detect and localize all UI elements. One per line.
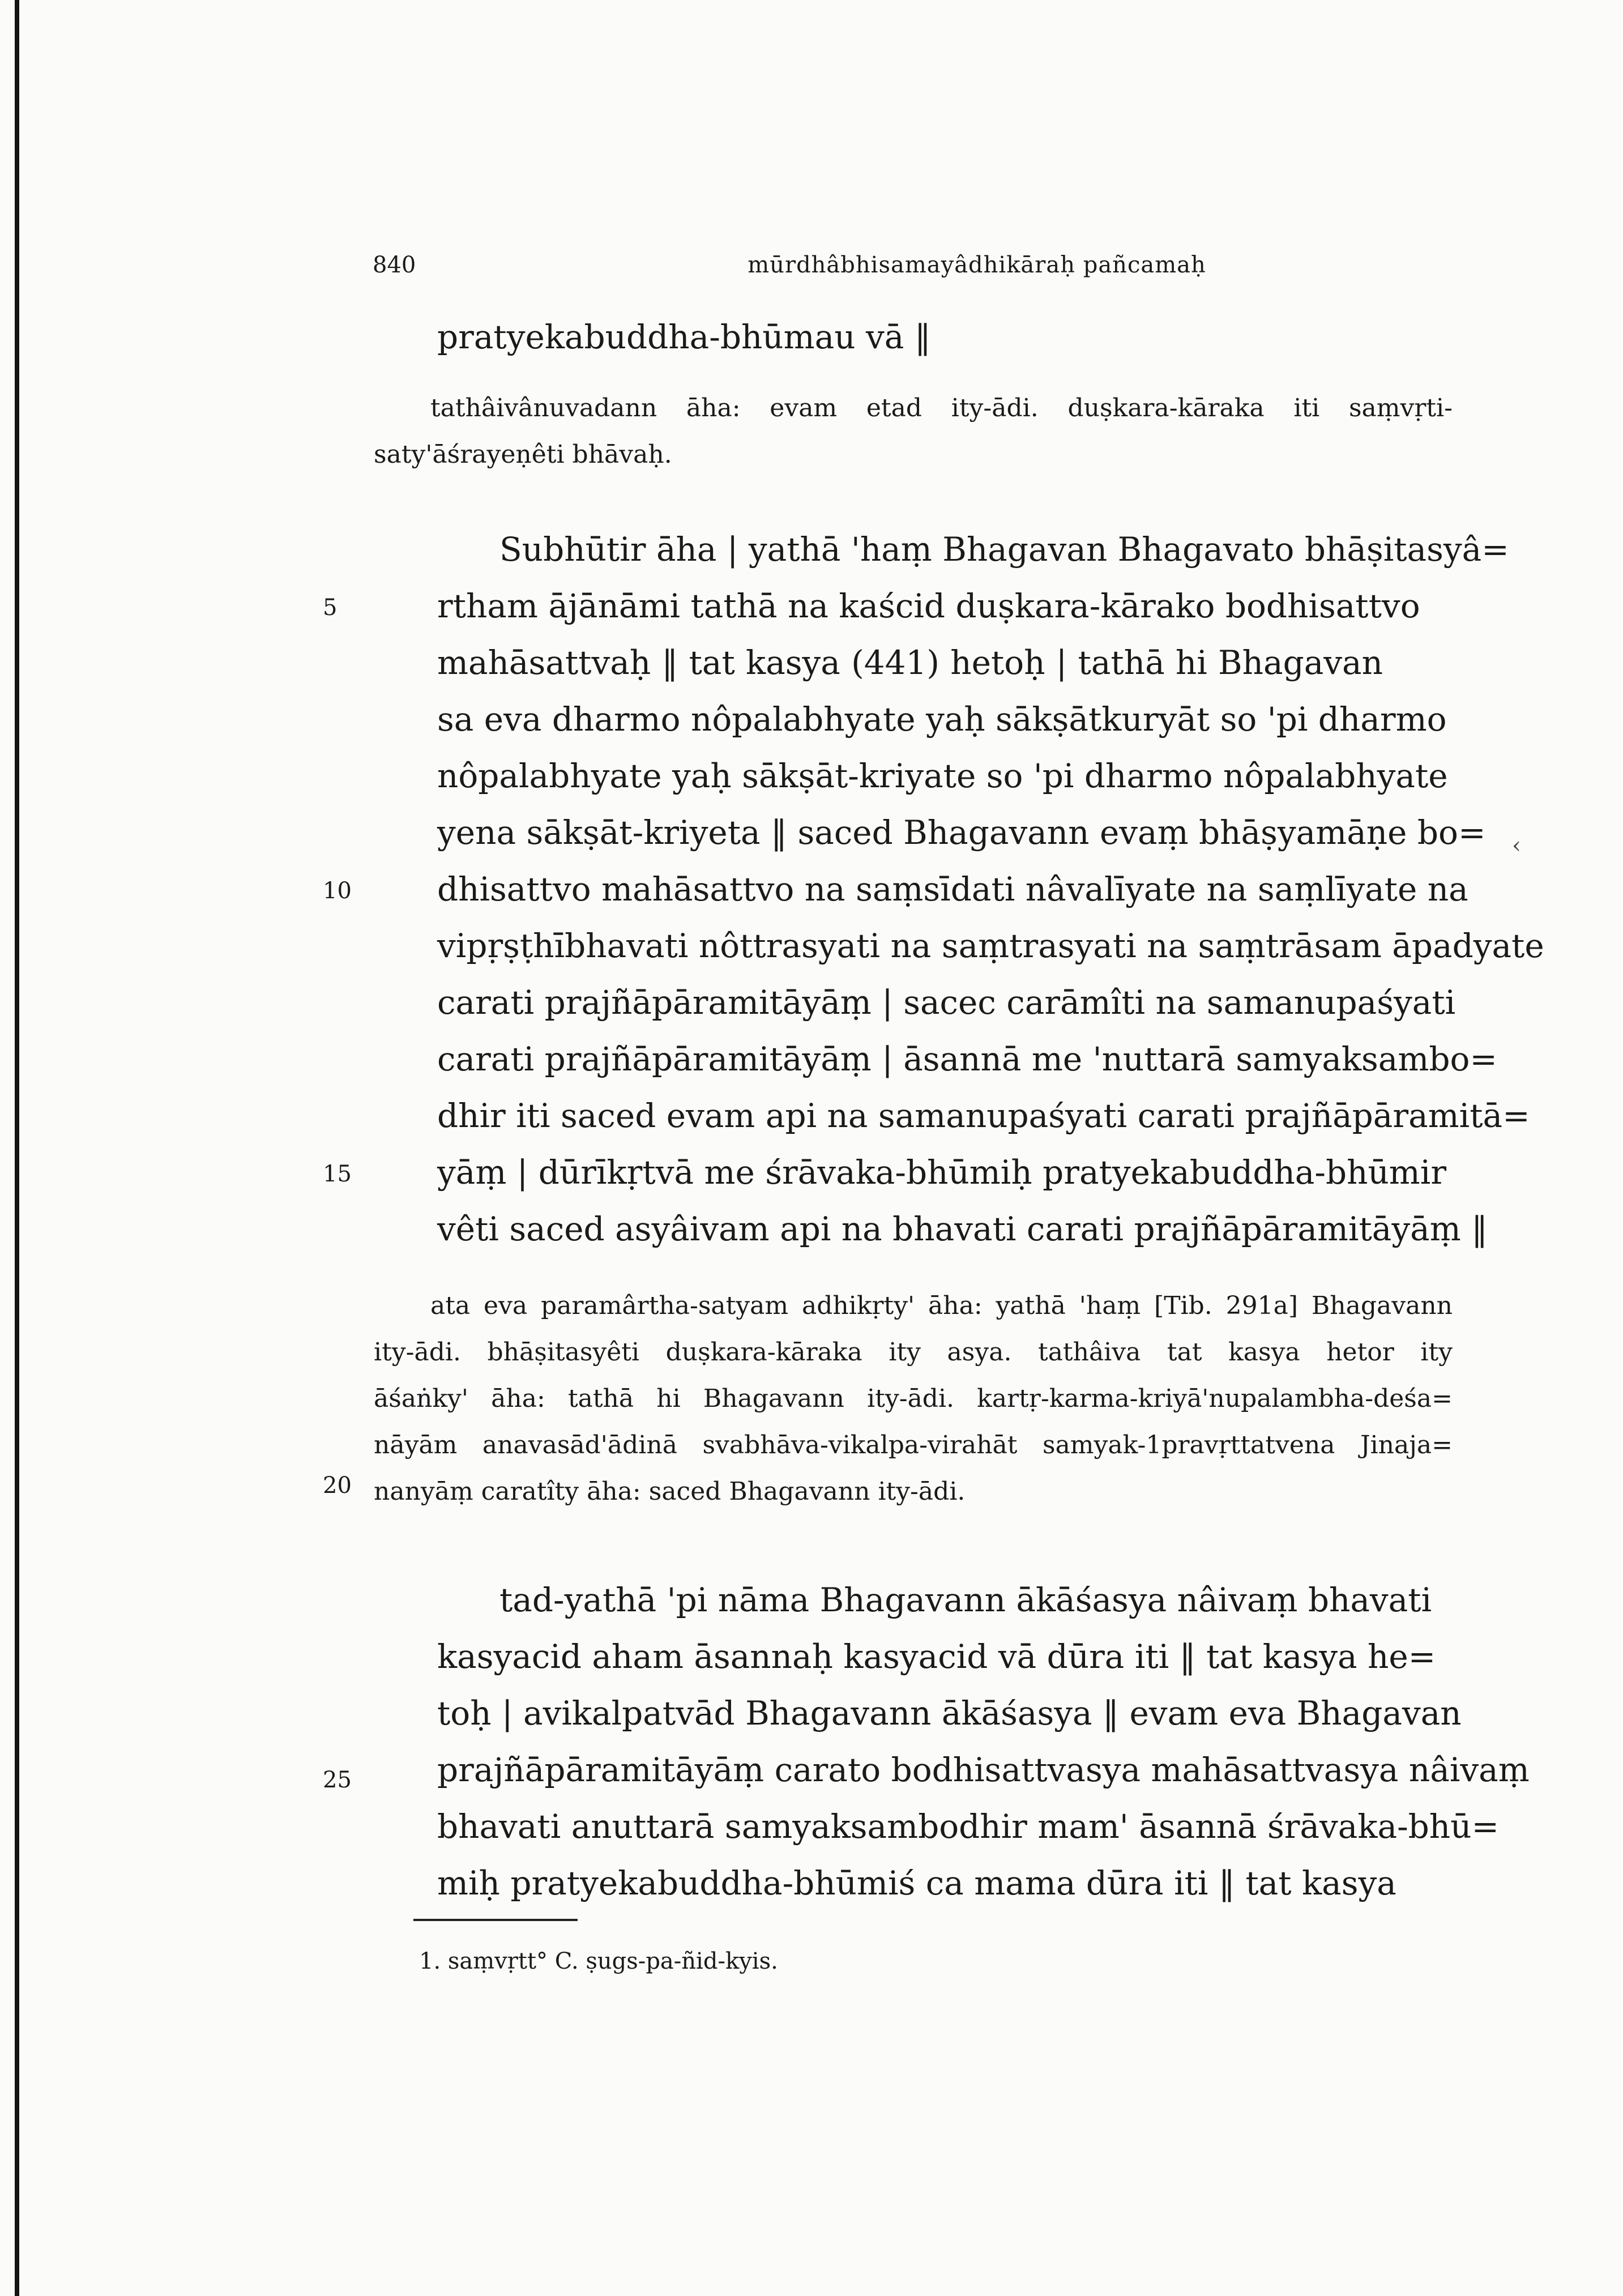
text-line: yena sākṣāt-kriyeta ‖ saced Bhagavann evaṃ bhāṣyamāṇe bo= — [437, 813, 1486, 852]
text-line: dhir iti saced evam api na samanupaśyati carati prajñāpāramitā= — [437, 1096, 1530, 1135]
line-number: 15 — [323, 1161, 352, 1187]
commentary-line: ata eva paramârtha-satyam adhikṛty' āha: yathā 'haṃ [Tib. 291a] Bhagavann — [430, 1291, 1453, 1320]
text-line: vêti saced asyâivam api na bhavati carati prajñāpāramitāyāṃ ‖ — [437, 1210, 1488, 1248]
text-line: prajñāpāramitāyāṃ carato bodhisattvasya mahāsattvasya nâivaṃ — [437, 1751, 1530, 1789]
text-line: yāṃ | dūrīkṛtvā me śrāvaka-bhūmiḥ pratyekabuddha-bhūmir — [437, 1153, 1447, 1192]
text-line: toḥ | avikalpatvād Bhagavann ākāśasya ‖ evam eva Bhagavan — [437, 1694, 1462, 1732]
text-line: rtham ājānāmi tathā na kaścid duṣkara-kārako bodhisattvo — [437, 587, 1420, 625]
text-line: carati prajñāpāramitāyāṃ | sacec carāmîti na samanupaśyati — [437, 983, 1456, 1022]
scan-edge — [15, 0, 19, 2296]
footnote: 1. saṃvṛtt° C. ṣugs-pa-ñid-kyis. — [419, 1948, 778, 1974]
commentary-line: tathâivânuvadann āha: evam etad ity-ādi. duṣkara-kāraka iti saṃvṛti- — [430, 394, 1453, 423]
text-line: bhavati anuttarā samyaksambodhir mam' āsannā śrāvaka-bhū= — [437, 1807, 1500, 1846]
top-line-block — [437, 309, 1383, 365]
line-number: 10 — [323, 878, 352, 904]
text-line: carati prajñāpāramitāyāṃ | āsannā me 'nuttarā samyaksambo= — [437, 1040, 1498, 1078]
text-line: Subhūtir āha | yathā 'haṃ Bhagavan Bhagavato bhāṣitasyâ= — [499, 530, 1509, 569]
commentary-line: saty'āśrayeṇêti bhāvaḥ. — [374, 440, 672, 469]
text-line: tad-yathā 'pi nāma Bhagavann ākāśasya nâivaṃ bhavati — [499, 1581, 1432, 1619]
page-number: 840 — [373, 252, 416, 278]
main-text-block-1 — [437, 521, 1544, 1257]
line-number: 5 — [323, 595, 338, 621]
text-line: vipṛṣṭhībhavati nôttrasyati na saṃtrasyati na saṃtrāsam āpadyate — [437, 927, 1544, 965]
text-line: nôpalabhyate yaḥ sākṣāt-kriyate so 'pi dharmo nôpalabhyate — [437, 757, 1448, 795]
main-text-block-2 — [437, 1572, 1530, 1911]
commentary-block-1 — [374, 385, 1453, 478]
text-line: sa eva dharmo nôpalabhyate yaḥ sākṣātkuryāt so 'pi dharmo — [437, 700, 1447, 739]
footnote-rule — [413, 1919, 578, 1921]
text-line: miḥ pratyekabuddha-bhūmiś ca mama dūra iti ‖ tat kasya — [437, 1864, 1396, 1902]
commentary-line: ity-ādi. bhāṣitasyêti duṣkara-kāraka ity asya. tathâiva tat kasya hetor ity — [374, 1338, 1453, 1367]
line-number: 20 — [323, 1473, 352, 1499]
commentary-block-2 — [374, 1283, 1453, 1515]
top-line: pratyekabuddha-bhūmau vā ‖ — [437, 318, 931, 356]
line-number: 25 — [323, 1767, 352, 1793]
margin-mark: ‹ — [1512, 833, 1521, 859]
commentary-line: nanyāṃ caratîty āha: saced Bhagavann ity-ādi. — [374, 1477, 966, 1506]
commentary-line: nāyām anavasād'ādinā svabhāva-vikalpa-virahāt samyak-1pravṛttatvena Jinaja= — [374, 1431, 1453, 1459]
text-line: kasyacid aham āsannaḥ kasyacid vā dūra iti ‖ tat kasya he= — [437, 1637, 1436, 1676]
text-line: dhisattvo mahāsattvo na saṃsīdati nâvalīyate na saṃlīyate na — [437, 870, 1468, 908]
running-title: mūrdhâbhisamayâdhikāraḥ pañcamaḥ — [748, 252, 1206, 278]
text-line: mahāsattvaḥ ‖ tat kasya (441) hetoḥ | tathā hi Bhagavan — [437, 643, 1383, 682]
commentary-line: āśaṅky' āha: tathā hi Bhagavann ity-ādi. kartṛ-karma-kriyā'nupalambha-deśa= — [374, 1384, 1453, 1413]
